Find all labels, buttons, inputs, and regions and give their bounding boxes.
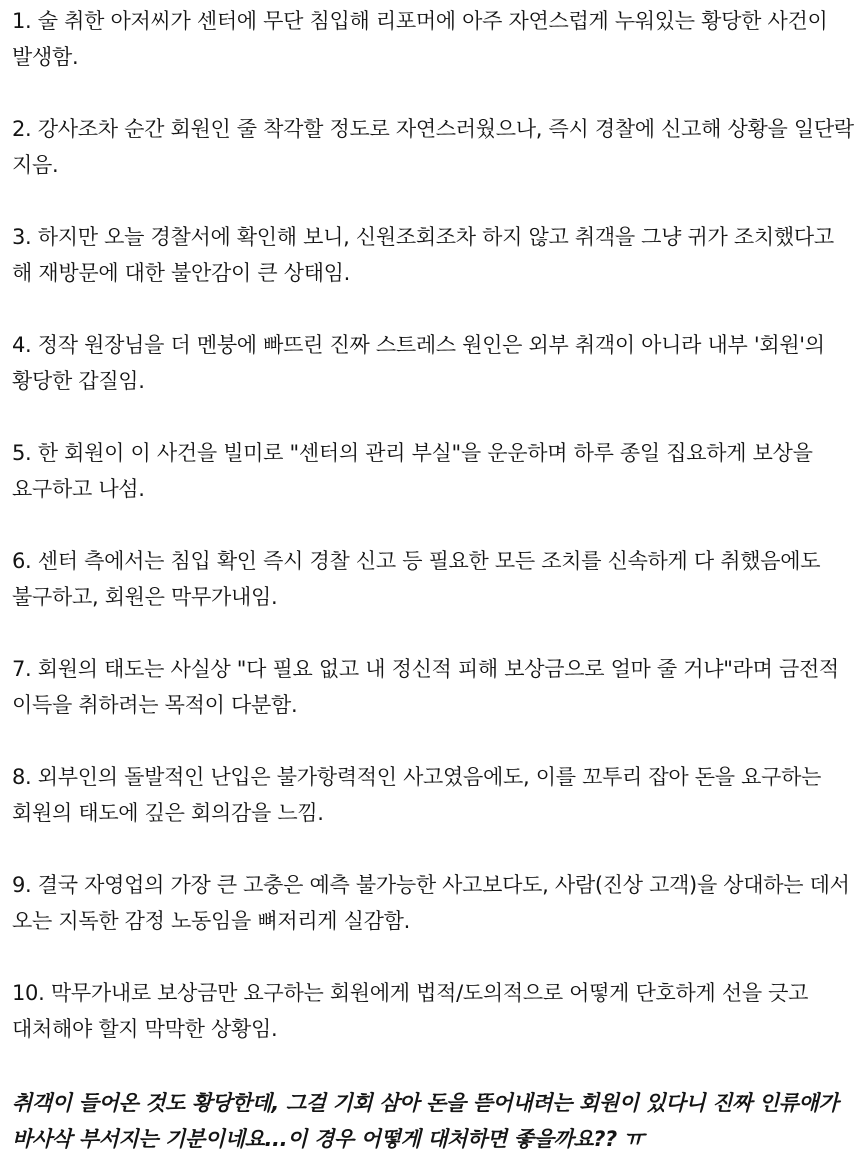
list-item-10: 10. 막무가내로 보상금만 요구하는 회원에게 법적/도의적으로 어떻게 단호하게 선을 긋고 대처해야 할지 막막한 상황임. (12, 981, 809, 1041)
list-item-6: 6. 센터 측에서는 침입 확인 즉시 경찰 신고 등 필요한 모든 조치를 신속하게 다 취했음에도 불구하고, 회원은 막무가내임. (12, 549, 821, 609)
list-item-5: 5. 한 회원이 이 사건을 빌미로 "센터의 관리 부실"을 운운하며 하루 종일 집요하게 보상을 요구하고 나섬. (12, 441, 813, 501)
list-item-7: 7. 회원의 태도는 사실상 "다 필요 없고 내 정신적 피해 보상금으로 얼마 줄 거냐"라며 금전적 이득을 취하려는 목적이 다분함. (12, 657, 839, 717)
list-item-2: 2. 강사조차 순간 회원인 줄 착각할 정도로 자연스러웠으나, 즉시 경찰에 신고해 상황을 일단락 지음. (12, 117, 854, 177)
closing-question: 취객이 들어온 것도 황당한데, 그걸 기회 삼아 돈을 뜯어내려는 회원이 있다니 진짜 인류애가 바사삭 부서지는 기분이네요...이 경우 어떻게 대처하면 좋을까요?? ㅠ (12, 1091, 839, 1151)
list-item-9: 9. 결국 자영업의 가장 큰 고충은 예측 불가능한 사고보다도, 사람(진상 고객)을 상대하는 데서 오는 지독한 감정 노동임을 뼈저리게 실감함. (12, 873, 850, 933)
list-item-4: 4. 정작 원장님을 더 멘붕에 빠뜨린 진짜 스트레스 원인은 외부 취객이 아니라 내부 '회원'의 황당한 갑질임. (12, 333, 825, 393)
list-item-8: 8. 외부인의 돌발적인 난입은 불가항력적인 사고였음에도, 이를 꼬투리 잡아 돈을 요구하는 회원의 태도에 깊은 회의감을 느낌. (12, 765, 822, 825)
list-item-1: 1. 술 취한 아저씨가 센터에 무단 침입해 리포머에 아주 자연스럽게 누워있는 황당한 사건이 발생함. (12, 9, 828, 69)
list-item-3: 3. 하지만 오늘 경찰서에 확인해 보니, 신원조회조차 하지 않고 취객을 그냥 귀가 조치했다고 해 재방문에 대한 불안감이 큰 상태임. (12, 225, 834, 285)
